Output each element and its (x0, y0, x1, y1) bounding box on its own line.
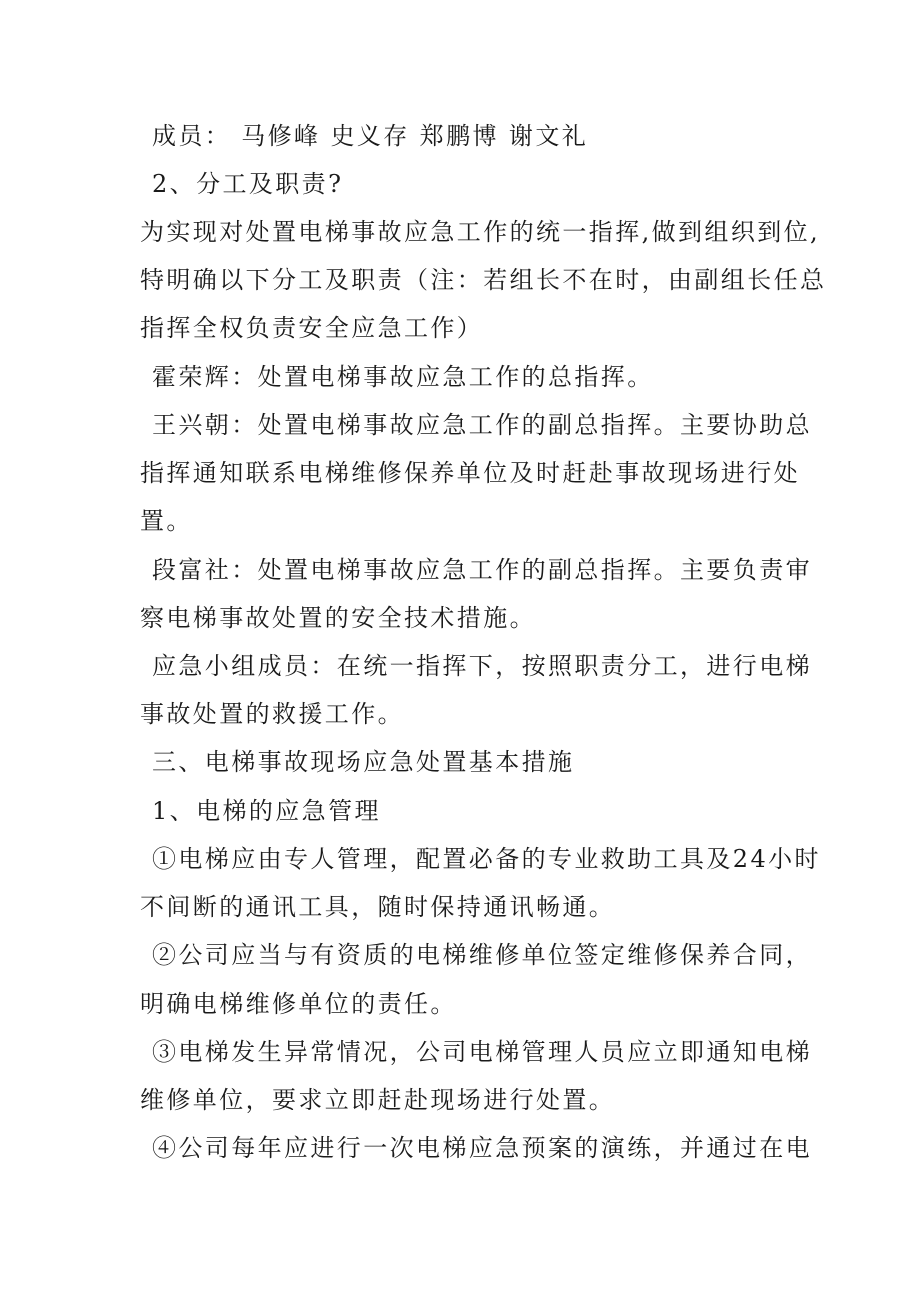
paragraph-line: 置。 (140, 507, 193, 535)
members-line: 成员： 马修峰 史义存 郑鹏博 谢文礼 (152, 122, 589, 150)
list-item-4: ④公司每年应进行一次电梯应急预案的演练，并通过在电 (152, 1134, 812, 1162)
section-heading-emergency-measures: 三、电梯事故现场应急处置基本措施 (152, 748, 575, 776)
paragraph-line: 不间断的通讯工具，随时保持通讯畅通。 (140, 893, 616, 921)
paragraph-line: 为实现对处置电梯事故应急工作的统一指挥,做到组织到位, (140, 218, 821, 246)
section-heading-division-of-duties: 2、分工及职责? (152, 170, 344, 198)
paragraph-line: 特明确以下分工及职责（注：若组长不在时，由副组长任总 (140, 266, 827, 294)
paragraph-line: 维修单位，要求立即赶赴现场进行处置。 (140, 1086, 616, 1114)
list-item-2: ②公司应当与有资质的电梯维修单位签定维修保养合同， (152, 941, 812, 969)
paragraph-line: 事故处置的救援工作。 (140, 700, 404, 728)
subsection-heading-emergency-management: 1、电梯的应急管理 (152, 797, 381, 825)
paragraph-line: 指挥通知联系电梯维修保养单位及时赶赴事故现场进行处 (140, 459, 800, 487)
duty-commander: 霍荣辉：处置电梯事故应急工作的总指挥。 (152, 363, 654, 391)
paragraph-line: 察电梯事故处置的安全技术措施。 (140, 604, 536, 632)
duty-team-members: 应急小组成员：在统一指挥下，按照职责分工，进行电梯 (152, 652, 812, 680)
duty-deputy-2: 段富社：处置电梯事故应急工作的副总指挥。主要负责审 (152, 556, 812, 584)
paragraph-line: 指挥全权负责安全应急工作） (140, 314, 484, 342)
paragraph-line: 明确电梯维修单位的责任。 (140, 990, 457, 1018)
list-item-3: ③电梯发生异常情况，公司电梯管理人员应立即通知电梯 (152, 1038, 812, 1066)
duty-deputy-1: 王兴朝：处置电梯事故应急工作的副总指挥。主要协助总 (152, 411, 812, 439)
list-item-1: ①电梯应由专人管理，配置必备的专业救助工具及24小时 (152, 845, 821, 873)
